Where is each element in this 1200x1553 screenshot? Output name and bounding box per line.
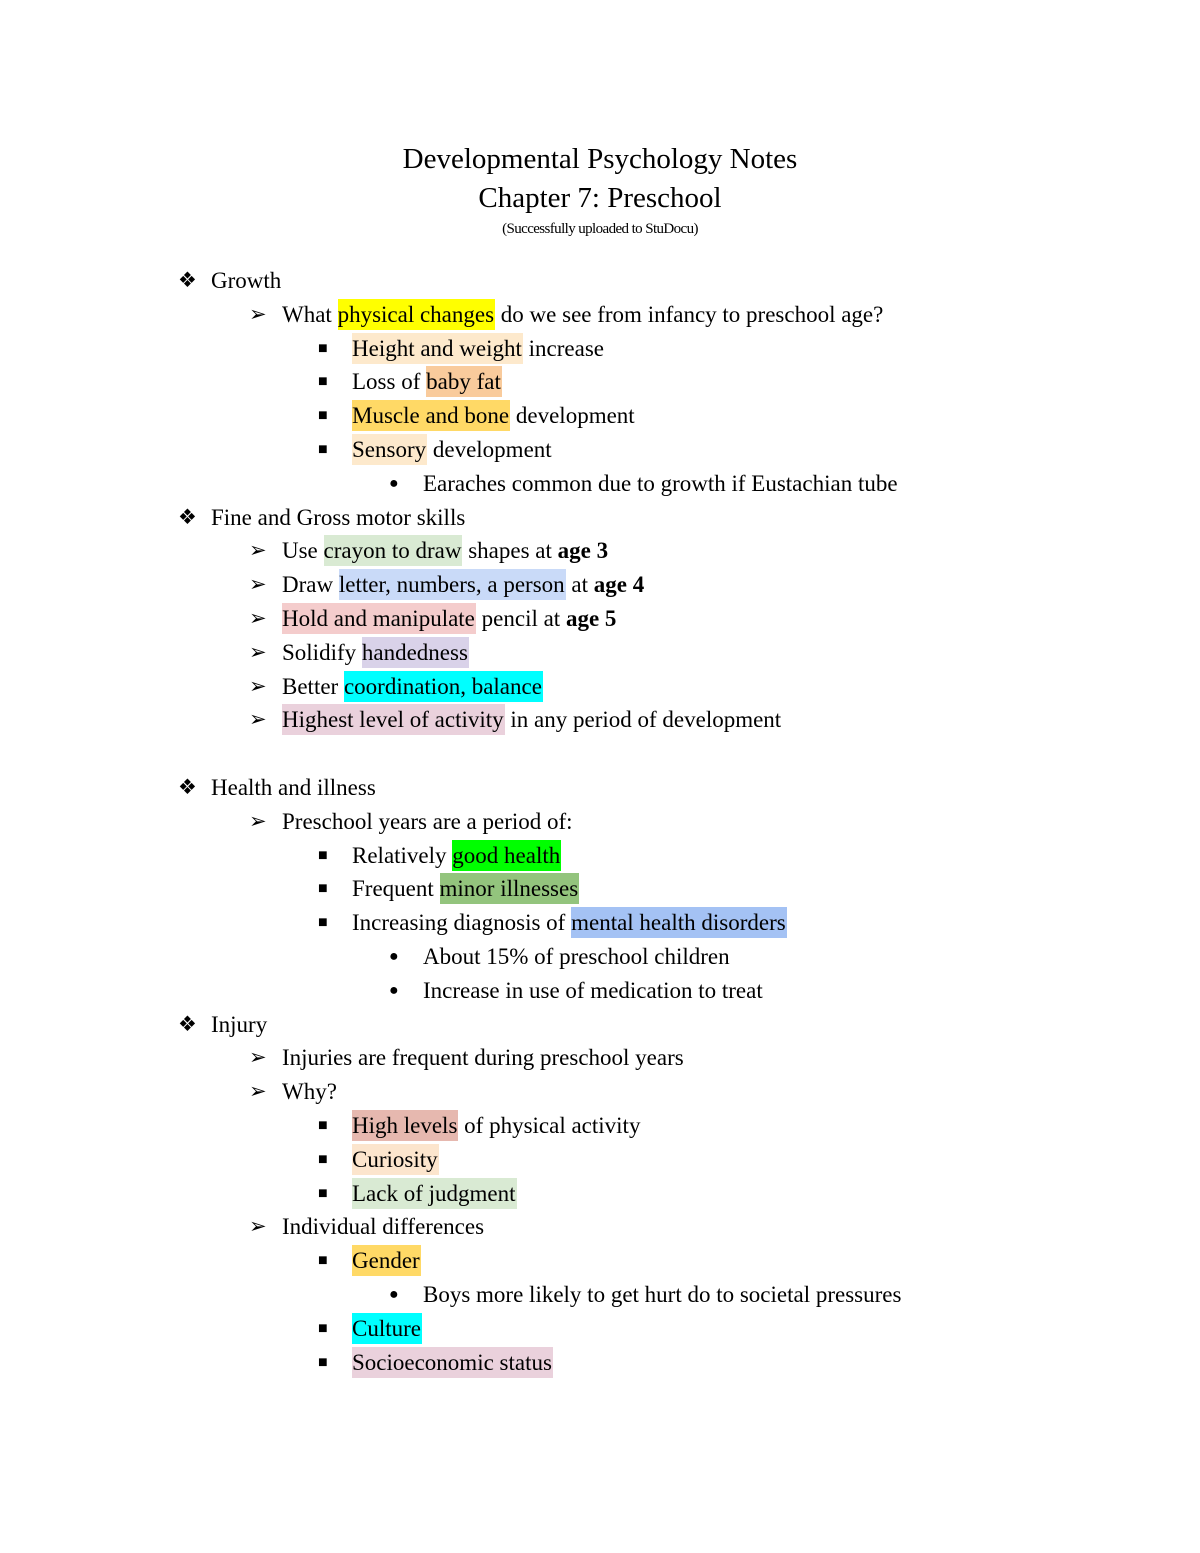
highlight: minor illnesses xyxy=(440,873,580,904)
list-item: ■ Sensory development xyxy=(0,433,1200,467)
list-item: ■ Frequent minor illnesses xyxy=(0,872,1200,906)
square-bullet-icon: ■ xyxy=(318,440,328,458)
section-heading: Growth xyxy=(211,268,282,293)
list-item: ➢ Solidify handedness xyxy=(0,636,1200,670)
document-header xyxy=(0,140,1200,240)
list-item: ➢ Draw letter, numbers, a person at age 4 xyxy=(0,568,1200,602)
square-bullet-icon: ■ xyxy=(318,846,328,864)
list-item: ■ Relatively good health xyxy=(0,839,1200,873)
arrow-bullet-icon: ➢ xyxy=(249,605,267,630)
blank-line xyxy=(0,737,1200,771)
list-item: ➢ Hold and manipulate pencil at age 5 xyxy=(0,602,1200,636)
square-bullet-icon: ■ xyxy=(318,1150,328,1168)
dot-bullet-icon: ● xyxy=(389,981,399,999)
arrow-bullet-icon: ➢ xyxy=(249,538,267,563)
dot-bullet-icon: ● xyxy=(389,947,399,965)
square-bullet-icon: ■ xyxy=(318,407,328,425)
section-heading: Injury xyxy=(211,1011,268,1037)
arrow-bullet-icon: ➢ xyxy=(249,1079,267,1104)
list-item xyxy=(0,1177,1200,1211)
section-heading: Health and illness xyxy=(211,774,376,800)
highlight: coordination, balance xyxy=(344,671,543,702)
highlight: physical changes xyxy=(338,299,495,330)
square-bullet-icon: ■ xyxy=(318,880,328,898)
highlight: mental health disorders xyxy=(571,907,787,938)
square-bullet-icon: ■ xyxy=(318,1252,328,1270)
highlight: Highest level of activity xyxy=(282,704,505,735)
chapter-subtitle: Chapter 7: Preschool xyxy=(478,182,722,214)
highlight: Socioeconomic status xyxy=(352,1347,553,1378)
list-item: ■ Height and weight increase xyxy=(0,332,1200,366)
arrow-bullet-icon: ➢ xyxy=(249,572,267,597)
list-item: ➢ What physical changes do we see from infancy to preschool age? xyxy=(0,298,1200,332)
arrow-bullet-icon: ➢ xyxy=(249,707,267,732)
list-item: ➢ Individual differences xyxy=(0,1210,1200,1244)
arrow-bullet-icon: ➢ xyxy=(249,301,267,326)
dot-bullet-icon: ● xyxy=(389,1285,399,1303)
list-item: ■ Muscle and bone development xyxy=(0,399,1200,433)
arrow-bullet-icon: ➢ xyxy=(249,1214,267,1239)
section-injury xyxy=(0,1008,1200,1042)
diamond-bullet-icon: ❖ xyxy=(178,1011,197,1036)
highlight: Lack of judgment xyxy=(352,1178,517,1209)
section-health xyxy=(0,771,1200,805)
square-bullet-icon: ■ xyxy=(318,339,328,357)
highlight: letter, numbers, a person xyxy=(339,569,566,600)
diamond-bullet-icon: ❖ xyxy=(178,268,197,292)
list-item: ➢ Highest level of activity in any period of development xyxy=(0,703,1200,737)
square-bullet-icon: ■ xyxy=(318,373,328,391)
list-item: ■ Loss of baby fat xyxy=(0,365,1200,399)
list-item: ■ Increasing diagnosis of mental health disorders xyxy=(0,906,1200,940)
highlight: Muscle and bone xyxy=(352,400,510,431)
arrow-bullet-icon: ➢ xyxy=(249,1045,267,1070)
square-bullet-icon: ■ xyxy=(318,1353,328,1371)
list-item xyxy=(0,1143,1200,1177)
list-item: ● About 15% of preschool children xyxy=(0,940,1200,974)
arrow-bullet-icon: ➢ xyxy=(249,639,267,664)
dot-bullet-icon: ● xyxy=(389,474,399,492)
square-bullet-icon: ■ xyxy=(318,914,328,932)
list-item: ➢ Better coordination, balance xyxy=(0,670,1200,704)
diamond-bullet-icon: ❖ xyxy=(178,504,197,529)
highlight: Gender xyxy=(352,1245,421,1276)
highlight: Hold and manipulate xyxy=(282,603,476,634)
square-bullet-icon: ■ xyxy=(318,1116,328,1134)
highlight: crayon to draw xyxy=(324,535,463,566)
list-item: ● Boys more likely to get hurt do to societal pressures xyxy=(0,1278,1200,1312)
section-growth xyxy=(0,264,1200,298)
list-item: ➢ Why? xyxy=(0,1075,1200,1109)
document-title: Developmental Psychology Notes xyxy=(402,143,798,175)
highlight: Curiosity xyxy=(352,1144,439,1175)
arrow-bullet-icon: ➢ xyxy=(249,808,267,833)
list-item: ■ High levels of physical activity xyxy=(0,1109,1200,1143)
section-motor-skills xyxy=(0,501,1200,535)
list-item: ● Increase in use of medication to treat xyxy=(0,974,1200,1008)
highlight: Height and weight xyxy=(352,333,523,364)
list-item xyxy=(0,1312,1200,1346)
upload-note: (Successfully uploaded to StuDocu) xyxy=(502,221,698,237)
highlight: handedness xyxy=(362,637,469,668)
arrow-bullet-icon: ➢ xyxy=(249,673,267,698)
highlight: good health xyxy=(452,840,561,871)
square-bullet-icon: ■ xyxy=(318,1319,328,1337)
list-item xyxy=(0,1244,1200,1278)
section-heading: Fine and Gross motor skills xyxy=(211,504,466,530)
square-bullet-icon: ■ xyxy=(318,1184,328,1202)
list-item xyxy=(0,1346,1200,1380)
highlight: Culture xyxy=(352,1313,422,1344)
list-item: ● Earaches common due to growth if Eustachian tube xyxy=(0,467,1200,501)
highlight: baby fat xyxy=(426,366,502,397)
notes-outline xyxy=(0,264,1200,1379)
list-item: ➢ Preschool years are a period of: xyxy=(0,805,1200,839)
highlight: Sensory xyxy=(352,434,427,465)
highlight: High levels xyxy=(352,1110,458,1141)
diamond-bullet-icon: ❖ xyxy=(178,774,197,799)
list-item: ➢ Use crayon to draw shapes at age 3 xyxy=(0,534,1200,568)
list-item: ➢ Injuries are frequent during preschool years xyxy=(0,1041,1200,1075)
